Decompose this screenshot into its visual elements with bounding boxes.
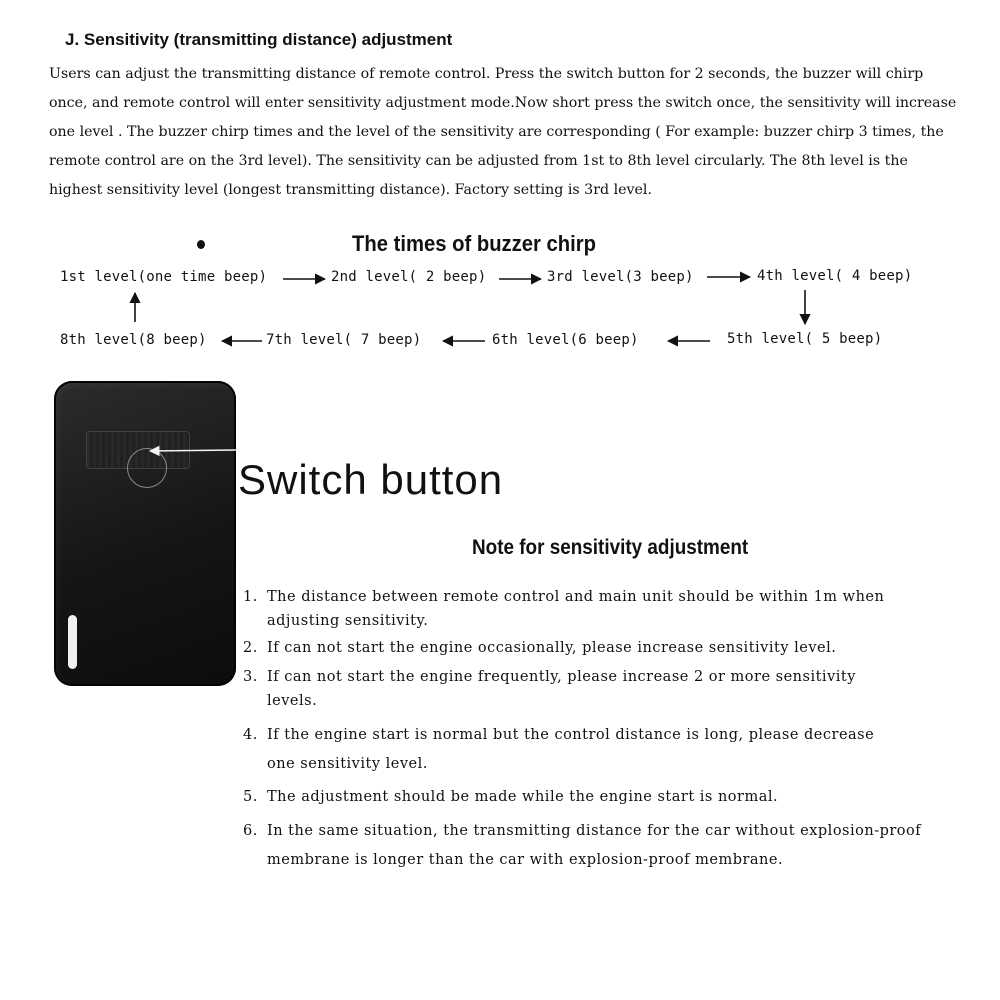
note-text: The adjustment should be made while the engine start is normal. [267, 789, 779, 805]
note-text-continued: adjusting sensitivity. [267, 613, 429, 629]
note-text: The distance between remote control and main unit should be within 1m when [267, 589, 885, 605]
note-text-continued: levels. [267, 693, 318, 709]
level-3-label: 3rd level(3 beep) [547, 269, 694, 285]
note-number: 2. [243, 640, 258, 656]
level-4-label: 4th level( 4 beep) [757, 268, 913, 284]
note-text: If can not start the engine frequently, please increase 2 or more sensitivity [267, 669, 856, 685]
intro-line: once, and remote control will enter sensitivity adjustment mode.Now short press the switch once, the sensitivity will increase [49, 95, 957, 111]
level-5-label: 5th level( 5 beep) [727, 331, 883, 347]
intro-line: remote control are on the 3rd level). The sensitivity can be adjusted from 1st to 8th level circularly. The 8th level is the [49, 153, 908, 169]
note-text: If can not start the engine occasionally, please increase sensitivity level. [267, 640, 837, 656]
section-title: J. Sensitivity (transmitting distance) adjustment [65, 30, 453, 49]
note-number: 3. [243, 669, 258, 685]
note-text-continued: one sensitivity level. [267, 756, 428, 772]
note-text: In the same situation, the transmitting distance for the car without explosion-proof [267, 823, 922, 839]
level-8-label: 8th level(8 beep) [60, 332, 207, 348]
note-number: 1. [243, 589, 258, 605]
intro-line: Users can adjust the transmitting distance of remote control. Press the switch button for 2 seconds, the buzzer will chirp [49, 66, 924, 82]
note-number: 6. [243, 823, 258, 839]
note-text: If the engine start is normal but the control distance is long, please decrease [267, 727, 875, 743]
switch-button-label: Switch button [238, 456, 504, 503]
level-7-label: 7th level( 7 beep) [266, 332, 422, 348]
level-1-label: 1st level(one time beep) [60, 269, 268, 285]
chirp-diagram-title: The times of buzzer chirp [352, 231, 597, 256]
notes-title: Note for sensitivity adjustment [472, 536, 749, 559]
note-number: 5. [243, 789, 258, 805]
intro-line: highest sensitivity level (longest transmitting distance). Factory setting is 3rd level. [49, 182, 652, 198]
level-2-label: 2nd level( 2 beep) [331, 269, 487, 285]
level-6-label: 6th level(6 beep) [492, 332, 639, 348]
note-number: 4. [243, 727, 258, 743]
note-text-continued: membrane is longer than the car with explosion-proof membrane. [267, 852, 784, 868]
intro-line: one level . The buzzer chirp times and the level of the sensitivity are corresponding ( For example: buzzer chirp 3 times, the [49, 124, 944, 140]
